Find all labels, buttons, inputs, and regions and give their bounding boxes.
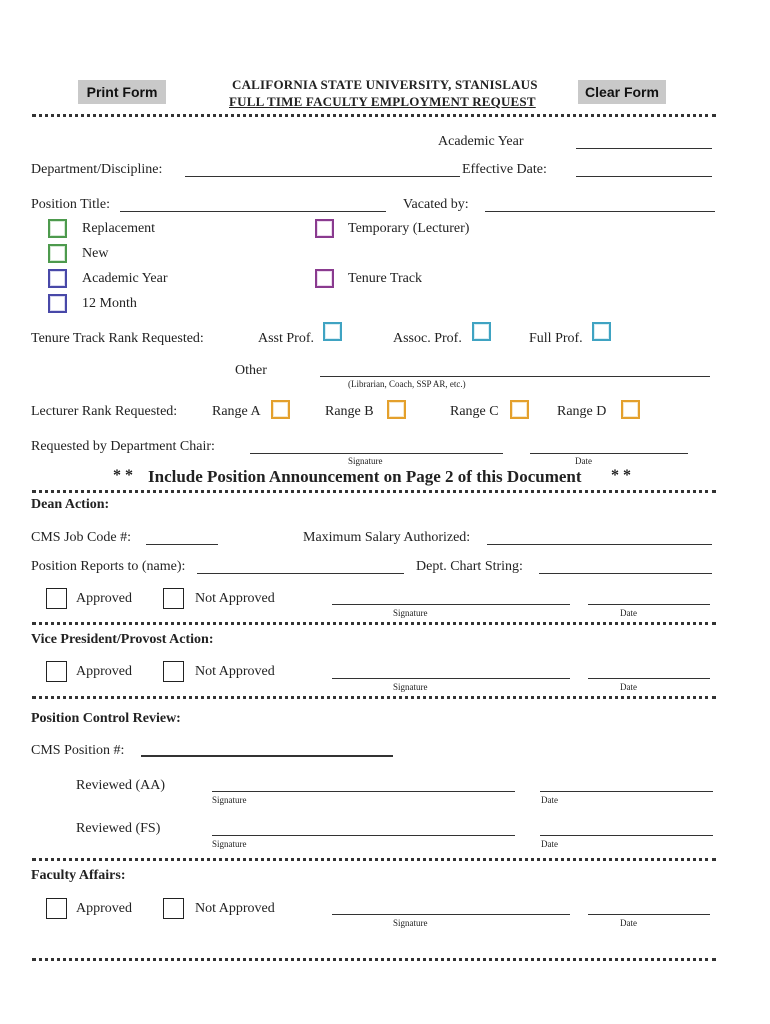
vp-signature-field[interactable] [332,678,570,679]
divider [32,696,716,699]
replacement-label: Replacement [82,221,156,236]
vp-not-approved-label: Not Approved [195,664,275,679]
reports-to-field[interactable] [197,573,404,574]
max-salary-field[interactable] [487,544,712,545]
divider [32,958,716,961]
range-c-label: Range C [450,404,499,419]
range-d-checkbox[interactable] [621,400,640,419]
new-label: New [82,246,109,261]
reviewed-aa-date-caption: Date [541,795,558,805]
notice-right-stars: * * [611,467,631,484]
effective-date-field[interactable] [576,176,712,177]
fa-date-field[interactable] [588,914,710,915]
range-b-label: Range B [325,404,374,419]
academic-year-option-label: Academic Year [82,271,168,286]
full-prof-checkbox[interactable] [592,322,611,341]
reviewed-aa-signature-caption: Signature [212,795,247,805]
vp-signature-caption: Signature [393,682,428,692]
dean-signature-caption: Signature [393,608,428,618]
academic-year-label: Academic Year [438,134,524,149]
temporary-lecturer-checkbox[interactable] [315,219,334,238]
fa-approved-checkbox[interactable] [46,898,67,919]
dean-date-caption: Date [620,608,637,618]
clear-form-button[interactable]: Clear Form [578,80,666,104]
vp-approved-label: Approved [76,664,132,679]
cms-position-label: CMS Position #: [31,743,125,758]
cms-position-field[interactable] [141,755,393,757]
reviewed-fs-date-field[interactable] [540,835,713,836]
fa-not-approved-checkbox[interactable] [163,898,184,919]
department-field[interactable] [185,176,460,177]
asst-prof-label: Asst Prof. [258,331,315,346]
vp-provost-heading: Vice President/Provost Action: [31,632,214,647]
range-b-checkbox[interactable] [387,400,406,419]
twelve-month-checkbox[interactable] [48,294,67,313]
chair-signature-field[interactable] [250,453,503,454]
dean-signature-field[interactable] [332,604,570,605]
position-title-label: Position Title: [31,197,110,212]
reviewed-fs-label: Reviewed (FS) [76,821,161,836]
department-label: Department/Discipline: [31,162,163,177]
full-prof-label: Full Prof. [529,331,583,346]
range-a-checkbox[interactable] [271,400,290,419]
assoc-prof-checkbox[interactable] [472,322,491,341]
tenure-track-label: Tenure Track [348,271,423,286]
vp-not-approved-checkbox[interactable] [163,661,184,682]
reports-to-label: Position Reports to (name): [31,559,186,574]
position-title-field[interactable] [120,211,386,212]
vp-date-caption: Date [620,682,637,692]
dean-not-approved-label: Not Approved [195,591,275,606]
dean-date-field[interactable] [588,604,710,605]
range-c-checkbox[interactable] [510,400,529,419]
fa-not-approved-label: Not Approved [195,901,275,916]
reviewed-fs-signature-caption: Signature [212,839,247,849]
divider [32,114,716,117]
chair-date-caption: Date [575,456,592,466]
position-announcement-notice: Include Position Announcement on Page 2 of this Document [148,467,582,486]
reviewed-aa-date-field[interactable] [540,791,713,792]
new-checkbox[interactable] [48,244,67,263]
vp-date-field[interactable] [588,678,710,679]
reviewed-aa-signature-field[interactable] [212,791,515,792]
tenure-track-checkbox[interactable] [315,269,334,288]
asst-prof-checkbox[interactable] [323,322,342,341]
fa-signature-field[interactable] [332,914,570,915]
tenure-rank-label: Tenure Track Rank Requested: [31,331,204,346]
form-university-title: CALIFORNIA STATE UNIVERSITY, STANISLAUS [232,77,538,92]
reviewed-fs-signature-field[interactable] [212,835,515,836]
replacement-checkbox[interactable] [48,219,67,238]
other-rank-label: Other [235,363,267,378]
lecturer-rank-label: Lecturer Rank Requested: [31,404,178,419]
divider [32,622,716,625]
range-a-label: Range A [212,404,261,419]
chart-string-label: Dept. Chart String: [416,559,523,574]
assoc-prof-label: Assoc. Prof. [393,331,462,346]
divider [32,858,716,861]
divider [32,490,716,493]
dean-heading: Dean Action: [31,497,110,512]
dean-approved-checkbox[interactable] [46,588,67,609]
dean-not-approved-checkbox[interactable] [163,588,184,609]
vacated-by-field[interactable] [485,211,715,212]
range-d-label: Range D [557,404,607,419]
chart-string-field[interactable] [539,573,712,574]
notice-left-stars: * * [113,467,133,484]
academic-year-checkbox[interactable] [48,269,67,288]
chair-date-field[interactable] [530,453,688,454]
twelve-month-label: 12 Month [82,296,137,311]
form-title: FULL TIME FACULTY EMPLOYMENT REQUEST [229,94,536,109]
vp-approved-checkbox[interactable] [46,661,67,682]
faculty-affairs-heading: Faculty Affairs: [31,868,126,883]
temporary-lecturer-label: Temporary (Lecturer) [348,221,470,236]
fa-approved-label: Approved [76,901,132,916]
fa-date-caption: Date [620,918,637,928]
position-control-heading: Position Control Review: [31,711,181,726]
dean-approved-label: Approved [76,591,132,606]
other-rank-hint: (Librarian, Coach, SSP AR, etc.) [348,379,466,389]
cms-job-code-label: CMS Job Code #: [31,530,131,545]
academic-year-field[interactable] [576,148,712,149]
dept-chair-label: Requested by Department Chair: [31,439,215,454]
reviewed-fs-date-caption: Date [541,839,558,849]
vacated-by-label: Vacated by: [403,197,469,212]
max-salary-label: Maximum Salary Authorized: [303,530,471,545]
reviewed-aa-label: Reviewed (AA) [76,778,166,793]
print-form-button[interactable]: Print Form [78,80,166,104]
fa-signature-caption: Signature [393,918,428,928]
effective-date-label: Effective Date: [462,162,547,177]
other-rank-field[interactable] [320,376,710,377]
chair-signature-caption: Signature [348,456,383,466]
cms-job-code-field[interactable] [146,544,218,545]
